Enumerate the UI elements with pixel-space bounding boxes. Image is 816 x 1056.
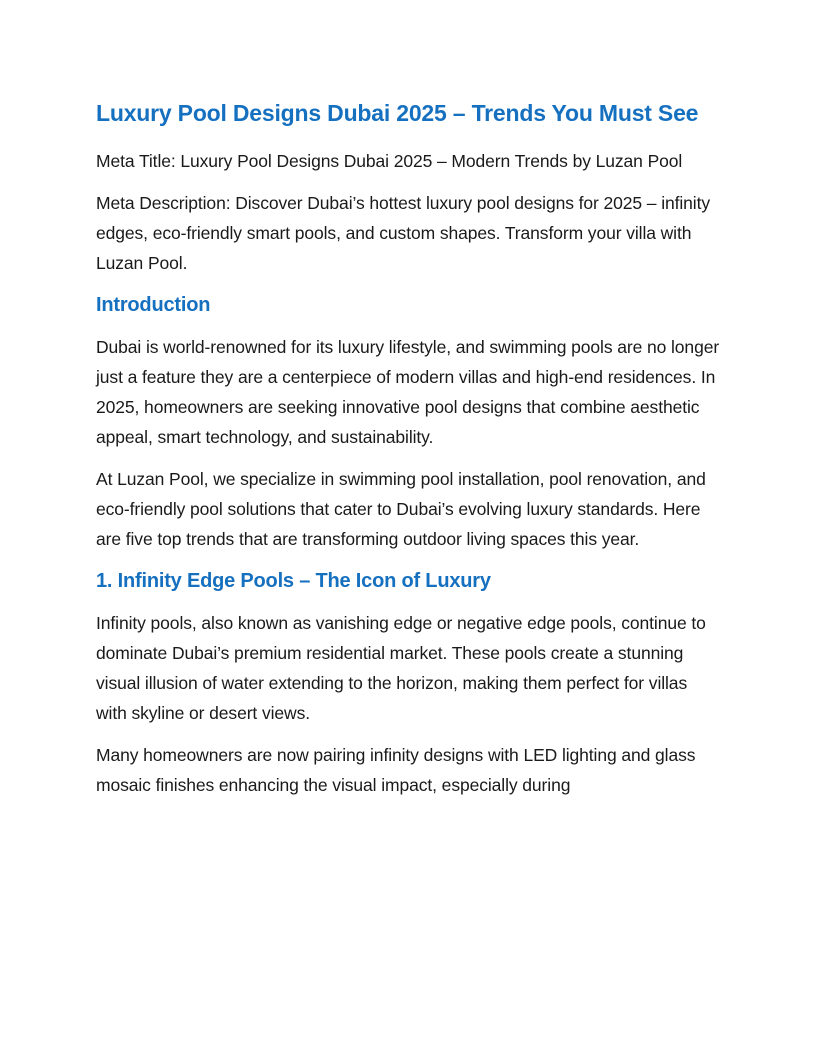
infinity-paragraph-2: Many homeowners are now pairing infinity designs with LED lighting and glass mosaic finishes enhancing the visual impact, especially during [96, 745, 696, 795]
intro-paragraph-1: Dubai is world-renowned for its luxury lifestyle, and swimming pools are no longer just a feature they are a centerpiece of modern villas and high-end residences. In 2025, homeowners are seeking innovative pool designs that combine aesthetic appeal, smart technology, and sustainability. [96, 337, 720, 447]
meta-description: Meta Description: Discover Dubai’s hottest luxury pool designs for 2025 – infinity edges, eco-friendly smart pools, and custom shapes. Transform your villa with Luzan Pool. [96, 193, 711, 273]
infinity-paragraph-1: Infinity pools, also known as vanishing edge or negative edge pools, continue to dominate Dubai’s premium residential market. These pools create a stunning visual illusion of water extending to the horizon, making them perfect for villas with skyline or desert views. [96, 613, 706, 723]
section-heading-infinity-edge-pools: 1. Infinity Edge Pools – The Icon of Luxury [96, 570, 491, 592]
meta-title: Meta Title: Luxury Pool Designs Dubai 2025 – Modern Trends by Luzan Pool [96, 151, 683, 171]
intro-paragraph-2: At Luzan Pool, we specialize in swimming pool installation, pool renovation, and eco-friendly pool solutions that cater to Dubai’s evolving luxury standards. Here are five top trends that are transforming outdoor living spaces this year. [96, 469, 706, 549]
document-title: Luxury Pool Designs Dubai 2025 – Trends You Must See [96, 100, 699, 126]
section-heading-introduction: Introduction [96, 294, 211, 316]
document-page [96, 96, 722, 812]
